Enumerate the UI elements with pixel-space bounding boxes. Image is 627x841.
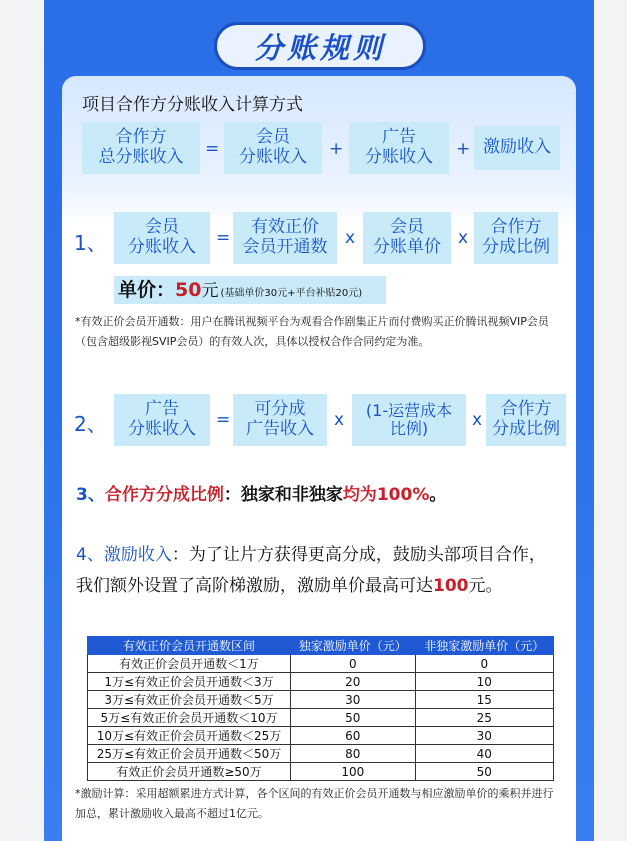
s2-ad-income-line1: 广告 <box>145 399 179 420</box>
page-title: 分账规则 <box>253 30 386 65</box>
table-row <box>88 745 554 763</box>
section1-number: 1、 <box>74 231 107 255</box>
s1-valid-members-line2: 会员开通数 <box>242 237 328 257</box>
section4-line1 <box>76 540 546 565</box>
equals-sign: = <box>216 410 231 430</box>
section4-max-value: 100 <box>433 576 469 596</box>
incentive-tier-table <box>87 636 554 781</box>
title-banner <box>214 22 426 70</box>
s2-ad-income-line2: 分账收入 <box>128 419 196 439</box>
times-sign: x <box>472 410 483 430</box>
s1-share-ratio-box <box>474 212 558 264</box>
rules-card <box>62 76 576 841</box>
table-row <box>88 691 554 709</box>
section2-number: 2、 <box>74 412 107 436</box>
equals-sign: = <box>205 139 220 159</box>
table-row <box>88 655 554 673</box>
incentive-footnote: *激励计算：采用超额累进方式计算，各个区间的有效正价会员开通数与相应激励单价的乘积并进行加总，累计激励收入最高不超过1亿元。 <box>75 787 554 820</box>
s1-member-income-box <box>114 212 210 264</box>
table-header-cell: 有效正价会员开通数区间 <box>88 637 291 655</box>
valid-members-footnote: *有效正价会员开通数：用户在腾讯视频平台为观看合作剧集正片而付费购买正价腾讯视频VIP会员（包含超级影视SVIP会员）的有效人次，具体以授权合作合同约定为准。 <box>75 315 549 348</box>
s2-shareable-ad-line2: 广告收入 <box>246 419 314 439</box>
table-cell: 100 <box>291 763 416 781</box>
s1-unit-price-line1: 会员 <box>390 217 424 238</box>
table-cell: 30 <box>291 691 416 709</box>
ad-income-line1: 广告 <box>382 127 416 148</box>
section3-end: 。 <box>429 485 447 505</box>
s1-share-ratio-line2: 分成比例 <box>482 237 550 257</box>
section4-text2a: 我们额外设置了高阶梯激励，激励单价最高可达 <box>76 576 433 596</box>
section4-line2 <box>76 571 503 596</box>
table-cell: 10万≤有效正价会员开通数＜25万 <box>88 727 291 745</box>
s1-member-income-line2: 分账收入 <box>128 237 196 257</box>
times-sign: x <box>345 228 356 248</box>
table-row <box>88 763 554 781</box>
unit-price-bar <box>114 276 386 304</box>
total-income-line2: 总分账收入 <box>98 147 184 167</box>
s2-operating-cost-line1: (1-运营成本 <box>365 400 453 420</box>
section3-label: 合作方分成比例 <box>104 485 224 505</box>
section3-colon: ： <box>223 485 241 505</box>
unit-price-note: (基础单价30元+平台补贴20元) <box>220 288 363 299</box>
s1-valid-members-box <box>233 212 337 264</box>
table-cell: 50 <box>415 763 553 781</box>
table-cell: 5万≤有效正价会员开通数＜10万 <box>88 709 291 727</box>
section4-label: 激励收入 <box>103 545 172 565</box>
s2-share-ratio-line1: 合作方 <box>500 399 552 420</box>
unit-price-unit: 元 <box>201 281 219 301</box>
section3-text-b: 均为100% <box>342 485 430 505</box>
member-income-line2: 分账收入 <box>239 147 307 167</box>
s1-unit-price-box <box>363 212 451 264</box>
table-cell: 40 <box>415 745 553 763</box>
table-cell: 25万≤有效正价会员开通数＜50万 <box>88 745 291 763</box>
plus-sign: + <box>329 139 344 159</box>
rules-panel <box>44 0 594 841</box>
ad-income-line2: 分账收入 <box>365 147 433 167</box>
plus-sign: + <box>456 139 471 159</box>
table-cell: 3万≤有效正价会员开通数＜5万 <box>88 691 291 709</box>
s2-share-ratio-line2: 分成比例 <box>492 419 560 439</box>
total-income-box <box>82 122 200 174</box>
table-cell: 20 <box>291 673 416 691</box>
s2-operating-cost-line2: 比例) <box>389 419 429 438</box>
table-cell: 25 <box>415 709 553 727</box>
unit-price-value: 50 <box>175 279 202 301</box>
incentive-income-label: 激励收入 <box>483 137 551 158</box>
member-income-box <box>224 122 322 174</box>
incentive-income-box <box>474 126 560 170</box>
table-cell: 0 <box>415 655 553 673</box>
section4-text2c: 元。 <box>468 576 503 596</box>
unit-price-label: 单价： <box>118 279 176 301</box>
section3-number: 3、 <box>76 485 105 505</box>
table-row <box>88 673 554 691</box>
s1-valid-members-line1: 有效正价 <box>251 217 319 238</box>
member-income-line1: 会员 <box>256 127 290 148</box>
table-cell: 60 <box>291 727 416 745</box>
table-cell: 10 <box>415 673 553 691</box>
table-cell: 80 <box>291 745 416 763</box>
s2-shareable-ad-line1: 可分成 <box>254 399 306 420</box>
equals-sign: = <box>216 228 231 248</box>
s2-ad-income-box <box>114 394 210 446</box>
s2-share-ratio-box <box>486 394 566 446</box>
s1-unit-price-line2: 分账单价 <box>373 237 441 257</box>
table-row <box>88 727 554 745</box>
table-cell: 有效正价会员开通数≥50万 <box>88 763 291 781</box>
table-cell: 15 <box>415 691 553 709</box>
table-cell: 50 <box>291 709 416 727</box>
formula-heading: 项目合作方分账收入计算方式 <box>82 95 303 115</box>
table-cell: 0 <box>291 655 416 673</box>
table-cell: 30 <box>415 727 553 745</box>
table-header-cell: 非独家激励单价（元） <box>415 637 553 655</box>
table-header-row <box>88 637 554 655</box>
s1-share-ratio-line1: 合作方 <box>490 217 542 238</box>
table-header-cell: 独家激励单价（元） <box>291 637 416 655</box>
table-cell: 有效正价会员开通数＜1万 <box>88 655 291 673</box>
table-row <box>88 709 554 727</box>
total-income-line1: 合作方 <box>115 127 167 148</box>
table-cell: 1万≤有效正价会员开通数＜3万 <box>88 673 291 691</box>
section3-text-a: 独家和非独家 <box>240 485 343 505</box>
times-sign: x <box>458 228 469 248</box>
ad-income-box <box>349 122 449 174</box>
section3-line <box>76 480 446 505</box>
section4-text1: ：为了让片方获得更高分成，鼓励头部项目合作， <box>171 545 546 565</box>
times-sign: x <box>334 410 345 430</box>
s2-operating-cost-box <box>352 394 466 446</box>
s1-member-income-line1: 会员 <box>145 217 179 238</box>
section4-number: 4、 <box>76 545 104 565</box>
s2-shareable-ad-box <box>233 394 327 446</box>
